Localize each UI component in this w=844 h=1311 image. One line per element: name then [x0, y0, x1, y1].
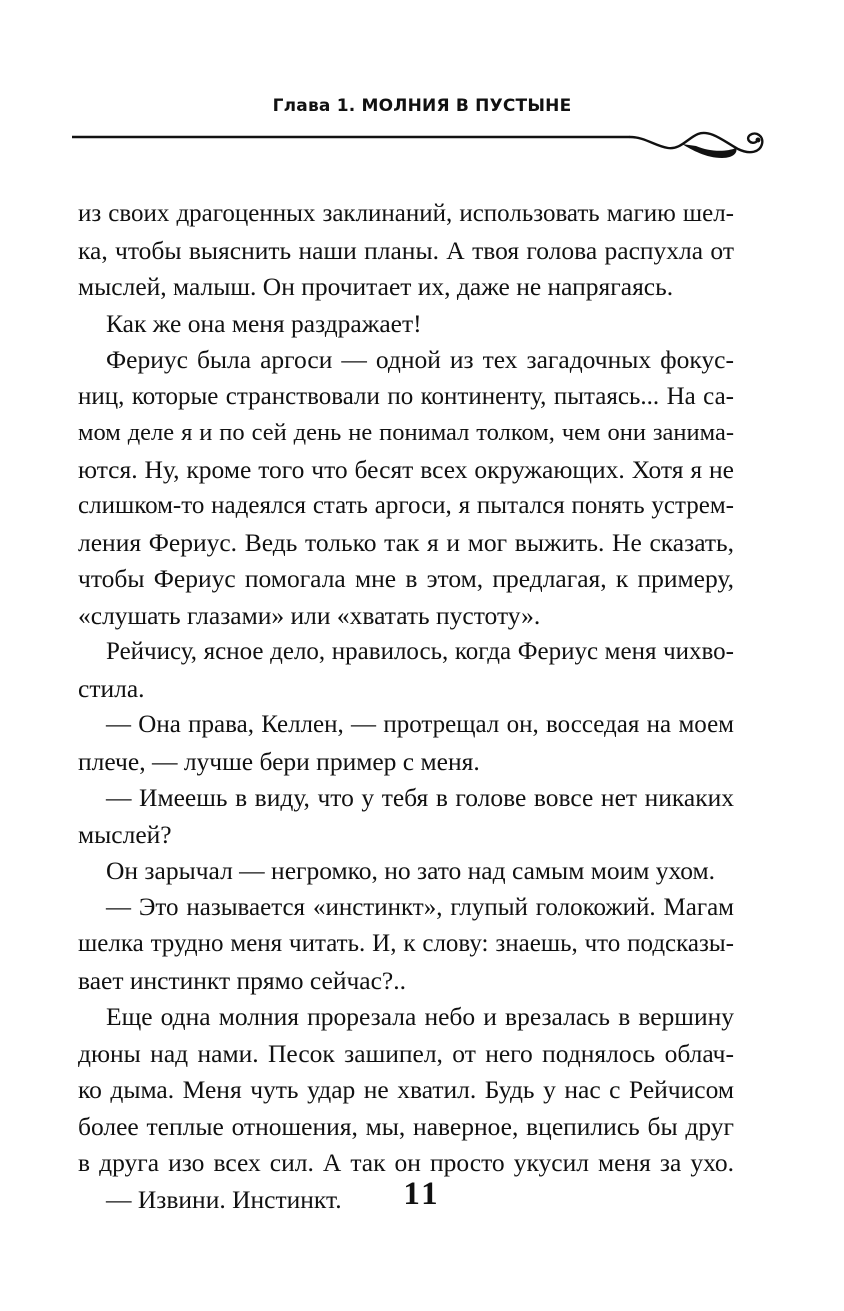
text-line: вает инстинкт прямо сейчас?..: [78, 965, 406, 995]
text-line: Как же она меня раздражает!: [106, 308, 422, 338]
text-line: более теплые отношения, мы, наверное, вцепились бы друг: [78, 1111, 734, 1141]
flourish-divider-icon: [70, 124, 770, 174]
text-line: Фериус была аргоси — одной из тех загадочных фокус-: [106, 345, 734, 374]
text-line: ниц, которые странствовали по континенту, пытаясь... На са-: [78, 382, 734, 410]
text-line: мыслей, малыш. Он прочитает их, даже не напрягаясь.: [78, 272, 674, 301]
text-line: из своих драгоценных заклинаний, использовать магию шел-: [78, 200, 734, 227]
text-line: мом деле я и по сей день не понимал толком, чем они занима-: [78, 419, 734, 446]
text-line: Рейчису, ясное дело, нравилось, когда Фериус меня чихво-: [106, 638, 734, 665]
text-line: — Извини. Инстинкт.: [106, 1184, 342, 1214]
text-line: мыслей?: [78, 819, 172, 849]
text-line: Еще одна молния прорезала небо и врезалась в вершину: [106, 1002, 734, 1031]
text-line: ко дыма. Меня чуть удар не хватил. Будь у нас с Рейчисом: [78, 1075, 734, 1104]
text-line: ка, чтобы выяснить наши планы. А твоя голова распухла от: [78, 235, 734, 265]
text-line: ются. Ну, кроме того что бесят всех окружающих. Хотя я не: [78, 454, 734, 484]
text-line: чтобы Фериус помогала мне в этом, предлагая, к примеру,: [78, 564, 734, 593]
text-line: — Она права, Келлен, — протрещал он, восседая на моем: [106, 711, 734, 738]
text-line: плече, — лучше бери пример с меня.: [78, 746, 480, 776]
text-line: — Это называется «инстинкт», глупый голокожий. Магам: [106, 893, 734, 921]
text-line: слишком-то надеялся стать аргоси, я пытался понять устрем-: [78, 492, 734, 519]
text-line: ления Фериус. Ведь только так я и мог выжить. Не сказать,: [78, 527, 734, 557]
chapter-title: МОЛНИЯ В ПУСТЫНЕ: [361, 96, 572, 116]
text-line: «слушать глазами» или «хватать пустоту».: [78, 600, 541, 630]
text-line: — Имеешь в виду, что у тебя в голове вовсе нет никаких: [106, 783, 734, 812]
page-number: 11: [403, 1176, 441, 1212]
text-line: дюны над нами. Песок зашипел, от него поднялось облач-: [78, 1038, 734, 1068]
text-line: шелка трудно меня читать. И, к слову: знаешь, что подсказы-: [78, 930, 734, 957]
text-line: в друга изо всех сил. А так он просто укусил меня за ухо.: [78, 1148, 734, 1177]
running-header: [0, 96, 844, 116]
text-line: стила.: [78, 673, 145, 703]
body-text: [78, 196, 734, 1218]
text-line: Он зарычал — негромко, но зато над самым моим ухом.: [106, 856, 716, 885]
chapter-label: Глава 1.: [272, 96, 356, 116]
